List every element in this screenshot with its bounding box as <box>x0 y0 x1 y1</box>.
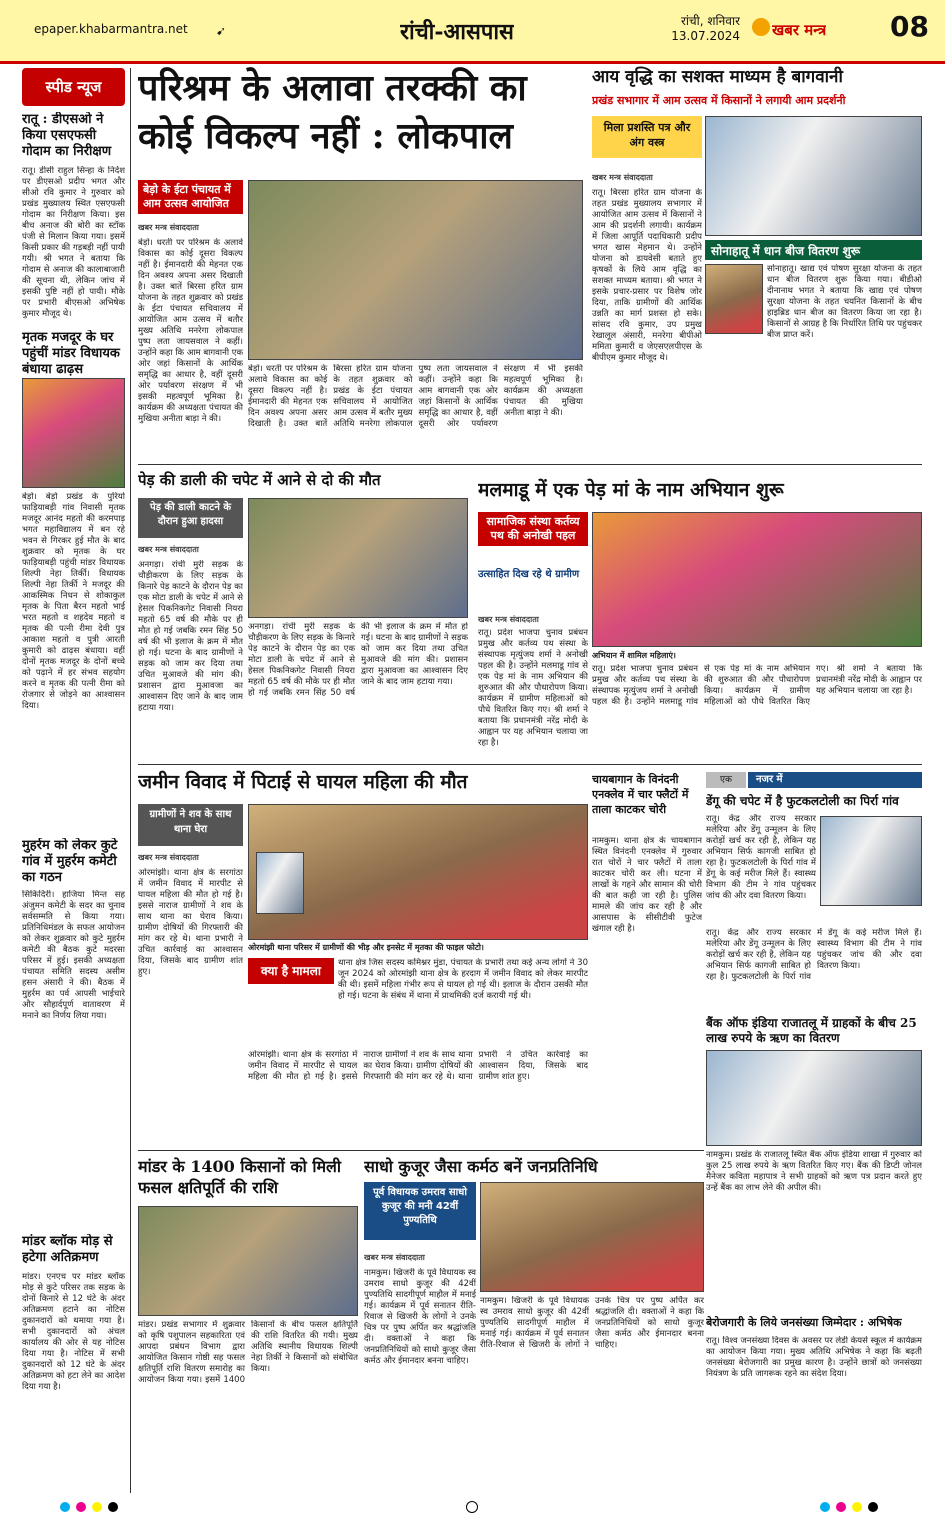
place-day: रांची, शनिवार <box>681 14 740 28</box>
site-url[interactable]: epaper.khabarmantra.net <box>34 22 188 36</box>
tribute-photo <box>480 1182 704 1292</box>
what-is-matter-body: थाना क्षेत्र जिस सदस्य कमिश्नर मुंडा, पंचायत के प्रभारी तथा कई अन्य लोगों ने 30 जून 2024 को ओरमांझी थाना क्षेत्र के हरदाग में जमीन विवाद को लेकर मारपीट की थी। इसमें महिला गंभीर रूप से घायल हो गई थी। इलाज के दौरान उसकी मौत हो गई। घटना के संबंध में थाना में प्राथमिकी दर्ज करायी गई थी। <box>338 958 588 1001</box>
pointer-icon: ➹ <box>216 24 227 38</box>
mla-visit-photo <box>22 378 125 488</box>
nazar-label: नजर में <box>748 772 922 788</box>
dengue-body-continued: रातू। केंद्र और राज्य सरकार मलेरिया और डेंगू उन्मूलन के लिए करोड़ों खर्च कर रही है, लेकिन यह अभियान सिर्फ कागजी साबित हो रहा है। फुटकलटोली के पिर्रा गांव में डेंगू के कई मरीज मिले हैं। स्वास्थ्य विभाग की टीम ने गांव पहुंचकर जांच की और दवा वितरण किया। <box>706 928 922 982</box>
farmers-photo <box>138 1206 358 1316</box>
brand-name: खबर मन्त्र <box>772 21 827 39</box>
murder-subheading: ग्रामीणों ने शव के साथ थाना घेरा <box>138 804 243 846</box>
murder-caption: ओरमांझी थाना परिसर में ग्रामीणों की भीड़ और इनसेट में मृतका की फाइल फोटो। <box>248 943 484 952</box>
sadho-subheading: पूर्व विधायक उमराव साधो कुजूर की मनी 42वीं पुण्यतिथि <box>364 1182 476 1240</box>
what-is-matter-box: क्या है मामला <box>248 958 334 984</box>
story-muharram-body: सिकिदिरी। हाजिया मिन्त सह अंजुमन कमेटी के सदर का चुनाव सर्वसम्मति से किया गया। प्रतिनिधिमंडल के सफल आयोजन को लेकर शुक्रवार को कुटे मुहर्रम कमेटी की बैठक कुटे मदरसा परिसर में हुई। इसकी अध्यक्षता पंचायत समिति सदस्य असीम हसन अंसारी ने की। बैठक में मुहर्रम का पर्व आपसी भाईचारे और सौहार्दपूर्ण वातावरण में मनाने का निर्णय लिया गया। <box>22 890 125 1021</box>
row-divider <box>138 464 922 465</box>
lead-subheading: बेड़ो के ईटा पंचायत में आम उत्सव आयोजित <box>138 180 243 214</box>
theft-headline[interactable]: चायबागान के विनंदनी एनक्लेव में चार फ्लैटों में ताला काटकर चोरी <box>592 773 689 816</box>
nazar-tag: एक <box>706 772 746 788</box>
murder-headline[interactable]: जमीन विवाद में पिटाई से घायल महिला की मौत <box>138 771 468 793</box>
malmadu-body: रातू। प्रदेश भाजपा चुनाव प्रबंधन प्रमुख और कर्तव्य पथ संस्था के संस्थापक मृत्युंजय शर्मा ने अनोखी पहल की है। उन्होंने मलमाडू गांव से एक पेड़ मां के नाम अभियान की शुरुआत की और पौधारोपण किया। कार्यक्रम में ग्रामीण महिलाओं को पौधे वितरित किए गए। श्री शर्मा ने बताया कि प्रधानमंत्री नरेंद्र मोदी के आह्वान पर यह अभियान चलाया जा रहा है। <box>478 628 588 748</box>
print-registration-strip <box>0 1497 945 1517</box>
mandar-headline[interactable]: मांडर के 1400 किसानों को मिली फसल क्षतिपूर्ति की राशि <box>138 1157 342 1197</box>
malmadu-caption: अभियान में शामिल महिलाएं। <box>592 651 676 660</box>
tree-accident-photo <box>248 498 468 618</box>
theft-body: नामकुम। थाना क्षेत्र के चायबागान स्थित विनंदनी एनक्लेव में गुरुवार रात चोरों ने चार फ्लैटों में ताला काटकर चोरी कर ली। घटना में लाखों के गहने और सामान की चोरी की बात कही जा रही है। पुलिस मामले की जांच कर रही है और आसपास के सीसीटीवी फुटेज खंगाल रही है। <box>592 836 702 934</box>
story-dso-headline[interactable]: रातू : डीएसओ ने किया एसएफसी गोदाम का निरीक्षण <box>22 112 112 159</box>
seed-distribution-photo <box>705 264 763 334</box>
dengue-body: रातू। केंद्र और राज्य सरकार मलेरिया और डेंगू उन्मूलन के लिए करोड़ों खर्च कर रही है, लेकिन यह अभियान सिर्फ कागजी साबित हो रहा है। फुटकलटोली के पिर्रा गांव में डेंगू के कई मरीज मिले हैं। स्वास्थ्य विभाग की टीम ने गांव पहुंचकर जांच की और दवा वितरण किया। <box>706 814 816 901</box>
unemployment-headline[interactable]: बेरोजगारी के लिये जनसंख्या जिम्मेदार : अभिषेक <box>706 1316 902 1329</box>
column-divider <box>130 68 131 1493</box>
date-block <box>628 14 740 44</box>
lead-headline[interactable]: परिश्रम के अलावा तरक्की का कोई विकल्प नहीं : लोकपाल <box>138 67 527 157</box>
malmadu-body-continued: रातू। प्रदेश भाजपा चुनाव प्रबंधन प्रमुख और कर्तव्य पथ संस्था के संस्थापक मृत्युंजय शर्मा ने अनोखी पहल की है। उन्होंने मलमाडू गांव से एक पेड़ मां के नाम अभियान की शुरुआत की और पौधारोपण किया। कार्यक्रम में ग्रामीण महिलाओं को पौधे वितरित किए गए। श्री शर्मा ने बताया कि प्रधानमंत्री नरेंद्र मोदी के आह्वान पर यह अभियान चलाया जा रहा है। <box>592 664 922 707</box>
bank-body: नामकुम। प्रखंड के राजातलू स्थित बैंक ऑफ इंडिया शाखा में गुरुवार को कुल 25 लाख रुपये के ऋण वितरित किए गए। बैंक की डिप्टी जोनल मैनेजर कविता महापात्र ने सभी ग्राहकों को ऋण पत्र प्रदान करते हुए उन्हें बैंक का लाभ लेने की अपील की। <box>706 1150 922 1193</box>
bagwani-headline[interactable]: आय वृद्धि का सशक्त माध्यम है बागवानी <box>592 67 843 87</box>
tree-byline: खबर मन्त्र संवाददाता <box>138 545 199 554</box>
page-number: 08 <box>890 10 929 43</box>
bank-loan-photo <box>706 1050 922 1146</box>
mandar-body: मांडर। प्रखंड सभागार में शुक्रवार को कृषि पशुपालन सहकारिता एवं आपदा प्रबंधन विभाग द्वारा आयोजित किसान गोष्ठी सह फसल क्षतिपूर्ति राशि वितरण समारोह का आयोजन किया गया। इसमें 1400 किसानों के बीच फसल क्षतिपूर्ति की राशि वितरित की गयी। मुख्य अतिथि स्थानीय विधायक शिल्पी नेहा तिर्की ने किसानों को संबोधित किया। <box>138 1320 358 1385</box>
sadho-headline[interactable]: साधो कुजूर जैसा कर्मठ बनें जनप्रतिनिधि <box>364 1157 598 1176</box>
story-muharram-headline[interactable]: मुहर्रम को लेकर कुटे गांव में मुहर्रम कमेटी का गठन <box>22 838 118 885</box>
story-encroachment-body: मांडर। एनएच पर मांडर ब्लॉक मोड़ से कुटे परिसर तक सड़क के दोनों किनारे से 12 घंटे के अंदर अतिक्रमण हटाने का नोटिस दुकानदारों को थमाया गया है। सभी दुकानदारों को अंचल कार्यालय की ओर से यह नोटिस दिया गया है। नोटिस में सभी दुकानदारों को 12 घंटे के अंदर अतिक्रमण को हटा लेने का आदेश दिया गया है। <box>22 1272 125 1392</box>
bagwani-tag: मिला प्रशस्ति पत्र और अंग वस्त्र <box>592 116 702 158</box>
bagwani-byline: खबर मन्त्र संवाददाता <box>592 173 653 182</box>
victim-inset-photo <box>256 852 304 914</box>
dengue-patient-photo <box>820 816 922 906</box>
lead-body-continued: बेड़ो। धरती पर परिश्रम के अलावे विकास का कोई दूसरा विकल्प नहीं है। ईमानदारी की मेहनत एक दिन अवश्य अपना असर दिखाती है। उक्त बातें बिरसा हरित ग्राम योजना के तहत शुक्रवार को प्रखंड के ईटा पंचायत सचिवालय में आयोजित आम उत्सव में बतौर मुख्य अतिथि मनरेगा लोकपाल पुष्प लता जायसवाल ने कहीं। उन्होंने कहा कि आम बागवानी एक ओर जहां किसानों के आर्थिक समृद्धि का आधार है, वहीं दूसरी ओर पर्यावरण संरक्षण में भी इसकी महत्वपूर्ण भूमिका है। कार्यक्रम की अध्यक्षता पंचायत की मुखिया अनीता बाड़ा ने की। <box>248 364 583 429</box>
story-mandar-mla-headline[interactable]: मृतक मजदूर के घर पहुंचीं मांडर विधायक बंधाया ढाढ़स <box>22 330 120 377</box>
brand-logo-icon <box>752 18 770 36</box>
bagwani-subheading: प्रखंड सभागार में आम उत्सव में किसानों ने लगायी आम प्रदर्शनी <box>592 94 846 107</box>
row-divider-2 <box>138 764 922 765</box>
malmadu-subheading: सामाजिक संस्था कर्तव्य पथ की अनोखी पहल <box>478 512 588 546</box>
story-mandar-mla-body: बेड़ो। बेड़ो प्रखंड के पुरियो फाड़ियाबड़ी गांव निवासी मृतक मजदूर आनंद महतो की करमपाड़ भगत महाविद्यालय में बन रहे भवन से गिरकर हुई मौत के बाद शुक्रवार को मृतक के घर फाड़ियाबड़ी पहुंची मांडर विधायक शिल्पी नेहा तिर्की। विधायक शिल्पी नेहा तिर्की ने मजदूर की आकस्मिक निधन से शोकाकुल मृतक के पिता बैरन महतो भाई भरत महतो व शहदेव महतो व मृतक की पत्नी रीमा देवी पुत्र आकाश महतो व पुत्री आरती कुमारी को ढाढ़स बंधाया। वहीं दोनों मृतक मजदूर के दोनों बच्चे को पढ़ाने में हर संभव सहयोग करने व मृतक की पत्नी रीमा को रोजगार से जोड़ने का आश्वासन दिया। <box>22 492 125 711</box>
tree-headline[interactable]: पेड़ की डाली की चपेट में आने से दो की मौत <box>138 471 381 489</box>
mango-exhibition-photo <box>705 116 922 236</box>
sadho-body: नामकुम। खिजरी के पूर्व विधायक स्व उमराव साधो कुजूर की 42वीं पुण्यतिथि सादगीपूर्ण माहौल में मनाई गई। कार्यक्रम में पूर्व सनातन रीति-रिवाज से खिजरी के लोगों ने उनके चित्र पर पुष्प अर्पित कर श्रद्धांजलि दी। वक्ताओं ने कहा कि जनप्रतिनिधियों को साधो कुजूर जैसा कर्मठ और ईमानदार बनना चाहिए। <box>364 1268 476 1366</box>
sonahatu-headline[interactable]: सोनाहातू में धान बीज वितरण शुरू <box>705 240 922 260</box>
bank-headline[interactable]: बैंक ऑफ इंडिया राजातलू में ग्राहकों के बीच 25 लाख रुपये के ऋण का वितरण <box>706 1016 917 1045</box>
story-encroachment-headline[interactable]: मांडर ब्लॉक मोड़ से हटेगा अतिक्रमण <box>22 1234 113 1265</box>
speed-news-badge: स्पीड न्यूज <box>22 68 125 106</box>
tree-subheading: पेड़ की डाली काटने के दौरान हुआ हादसा <box>138 498 243 538</box>
row-divider-3 <box>138 1150 704 1151</box>
malmadu-headline[interactable]: मलमाडू में एक पेड़ मां के नाम अभियान शुरू <box>478 479 784 501</box>
issue-date: 13.07.2024 <box>671 29 740 43</box>
bagwani-body: रातू। बिरसा हरित ग्राम योजना के तहत प्रखंड मुख्यालय सभागार में आयोजित आम उत्सव में किसानों ने आम की प्रदर्शनी लगायी। कार्यक्रम में जिला आपूर्ति पदाधिकारी प्रदीप भगत खास मेहमान थे। उन्होंने योजना को डायवेसी बताते हुए कृषकों के लिये आम वृद्धि का सशक्त माध्यम बताया। श्री भगत ने इसके प्रचार-प्रसार पर विशेष जोर दिया, ताकि ग्रामीणों की आर्थिक उन्नति का मार्ग प्रशस्त हो सके। सांसद रवि कुमार, उप प्रमुख रेखालूल अंसारी, मनरेगा बीपीओ ममिता कुमारी व जेएसएलपीएस के बीपीएम कुमार मौजूद थे। <box>592 188 702 363</box>
story-dso-body: रातू। डीसी राहुल सिन्हा के निर्देश पर डीएसओ प्रदीप भगत और सीओ रवि कुमार ने गुरुवार को प्रखंड मुख्यालय स्थित एसएफसी गोदाम का निरीक्षण किया। इस बीच अनाज की बोरी का स्टॉक पंजी से मिलान किया गया। इसमें किसी प्रकार की गड़बड़ी नहीं पायी गयी। श्री भगत ने बताया कि गोदाम से अनाज की कालाबाजारी की सूचना थी, लेकिन जांच में इसकी पुष्टि नहीं हो पायी। मौके पर प्रभारी बीएसओ अभिषेक कुमार मौजूद थे। <box>22 166 125 319</box>
mango-festival-photo <box>248 180 583 360</box>
unemployment-body: रातू। विश्व जनसंख्या दिवस के अवसर पर लेडी केयर्स स्कूल में कार्यक्रम का आयोजन किया गया। मुख्य अतिथि अभिषेक ने कहा कि बढ़ती जनसंख्या बेरोजगारी का प्रमुख कारण है। उन्होंने छात्रों को जनसंख्या नियंत्रण के प्रति जागरूक रहने का संदेश दिया। <box>706 1336 922 1379</box>
tree-body-continued: अनगड़ा। रांची मुरी सड़क के चौड़ीकरण के लिए सड़क के किनारे पेड़ काटने के दौरान पेड़ का एक मोटा डाली के चपेट में आने से हेसल पिकनिकगेट निवासी नियरा महतो 65 वर्ष की मौके पर ही मौत हो गई जबकि रमन सिंह 50 वर्ष की भी इलाज के क्रम में मौत हो गई। घटना के बाद ग्रामीणों ने सड़क को जाम कर दिया तथा उचित मुआवजे की मांग की। प्रशासन द्वारा मुआवजा का आश्वासन दिए जाने के बाद जाम हटाया गया। <box>248 622 468 698</box>
murder-body: ओरमांझी। थाना क्षेत्र के सरगांठा में जमीन विवाद में मारपीट से घायल महिला की मौत हो गई है। इससे नाराज ग्रामीणों ने शव के साथ थाना का घेराव किया। ग्रामीण दोषियों की गिरफ्तारी की मांग कर रहे थे। थाना प्रभारी ने उचित कार्रवाई का आश्वासन दिया, जिसके बाद ग्रामीण शांत हुए। <box>138 868 243 977</box>
murder-byline: खबर मन्त्र संवाददाता <box>138 853 199 862</box>
sadho-byline: खबर मन्त्र संवाददाता <box>364 1253 425 1262</box>
dengue-headline[interactable]: डेंगू की चपेट में है फुटकलटोली का पिर्रा गांव <box>706 794 899 808</box>
lead-body: बेड़ो। धरती पर परिश्रम के अलावे विकास का कोई दूसरा विकल्प नहीं है। ईमानदारी की मेहनत एक दिन अवश्य अपना असर दिखाती है। उक्त बातें बिरसा हरित ग्राम योजना के तहत शुक्रवार को प्रखंड के ईटा पंचायत सचिवालय में आयोजित आम उत्सव में बतौर मुख्य अतिथि मनरेगा लोकपाल पुष्प लता जायसवाल ने कहीं। उन्होंने कहा कि आम बागवानी एक ओर जहां किसानों के आर्थिक समृद्धि का आधार है, वहीं दूसरी ओर पर्यावरण संरक्षण में भी इसकी महत्वपूर्ण भूमिका है। कार्यक्रम की अध्यक्षता पंचायत की मुखिया अनीता बाड़ा ने की। <box>138 238 243 424</box>
tree-body: अनगड़ा। रांची मुरी सड़क के चौड़ीकरण के लिए सड़क के किनारे पेड़ काटने के दौरान पेड़ का एक मोटा डाली के चपेट में आने से हेसल पिकनिकगेट निवासी नियरा महतो 65 वर्ष की मौके पर ही मौत हो गई जबकि रमन सिंह 50 वर्ष की भी इलाज के क्रम में मौत हो गई। घटना के बाद ग्रामीणों ने सड़क को जाम कर दिया तथा उचित मुआवजे की मांग की। प्रशासन द्वारा मुआवजा का आश्वासन दिए जाने के बाद जाम हटाया गया। <box>138 560 243 713</box>
malmadu-byline: खबर मन्त्र संवाददाता <box>478 615 539 624</box>
plantation-photo <box>592 512 922 647</box>
sadho-body-continued: नामकुम। खिजरी के पूर्व विधायक स्व उमराव साधो कुजूर की 42वीं पुण्यतिथि सादगीपूर्ण माहौल में मनाई गई। कार्यक्रम में पूर्व सनातन रीति-रिवाज से खिजरी के लोगों ने उनके चित्र पर पुष्प अर्पित कर श्रद्धांजलि दी। वक्ताओं ने कहा कि जनप्रतिनिधियों को साधो कुजूर जैसा कर्मठ और ईमानदार बनना चाहिए। <box>480 1296 704 1350</box>
sonahatu-body: सोनाहातू। खाद्य एवं पोषण सुरक्षा योजना के तहत धान बीज वितरण शुरू किया गया। बीडीओ दीनानाथ भगत ने बताया कि खाद्य एवं पोषण सुरक्षा योजना के तहत चयनित किसानों के बीच हाइब्रिड धान बीज का वितरण किया जा रहा है। किसानों से आग्रह है कि निर्धारित तिथि पर पहुंचकर बीज प्राप्त करें। <box>767 264 922 340</box>
murder-body-continued: ओरमांझी। थाना क्षेत्र के सरगांठा में जमीन विवाद में मारपीट से घायल महिला की मौत हो गई है। इससे नाराज ग्रामीणों ने शव के साथ थाना का घेराव किया। ग्रामीण दोषियों की गिरफ्तारी की मांग कर रहे थे। थाना प्रभारी ने उचित कार्रवाई का आश्वासन दिया, जिसके बाद ग्रामीण शांत हुए। <box>248 1050 588 1082</box>
section-title: रांची-आसपास <box>400 19 514 45</box>
lead-byline: खबर मन्त्र संवाददाता <box>138 223 199 232</box>
malmadu-tag: उत्साहित दिख रहे थे ग्रामीण <box>478 569 580 580</box>
